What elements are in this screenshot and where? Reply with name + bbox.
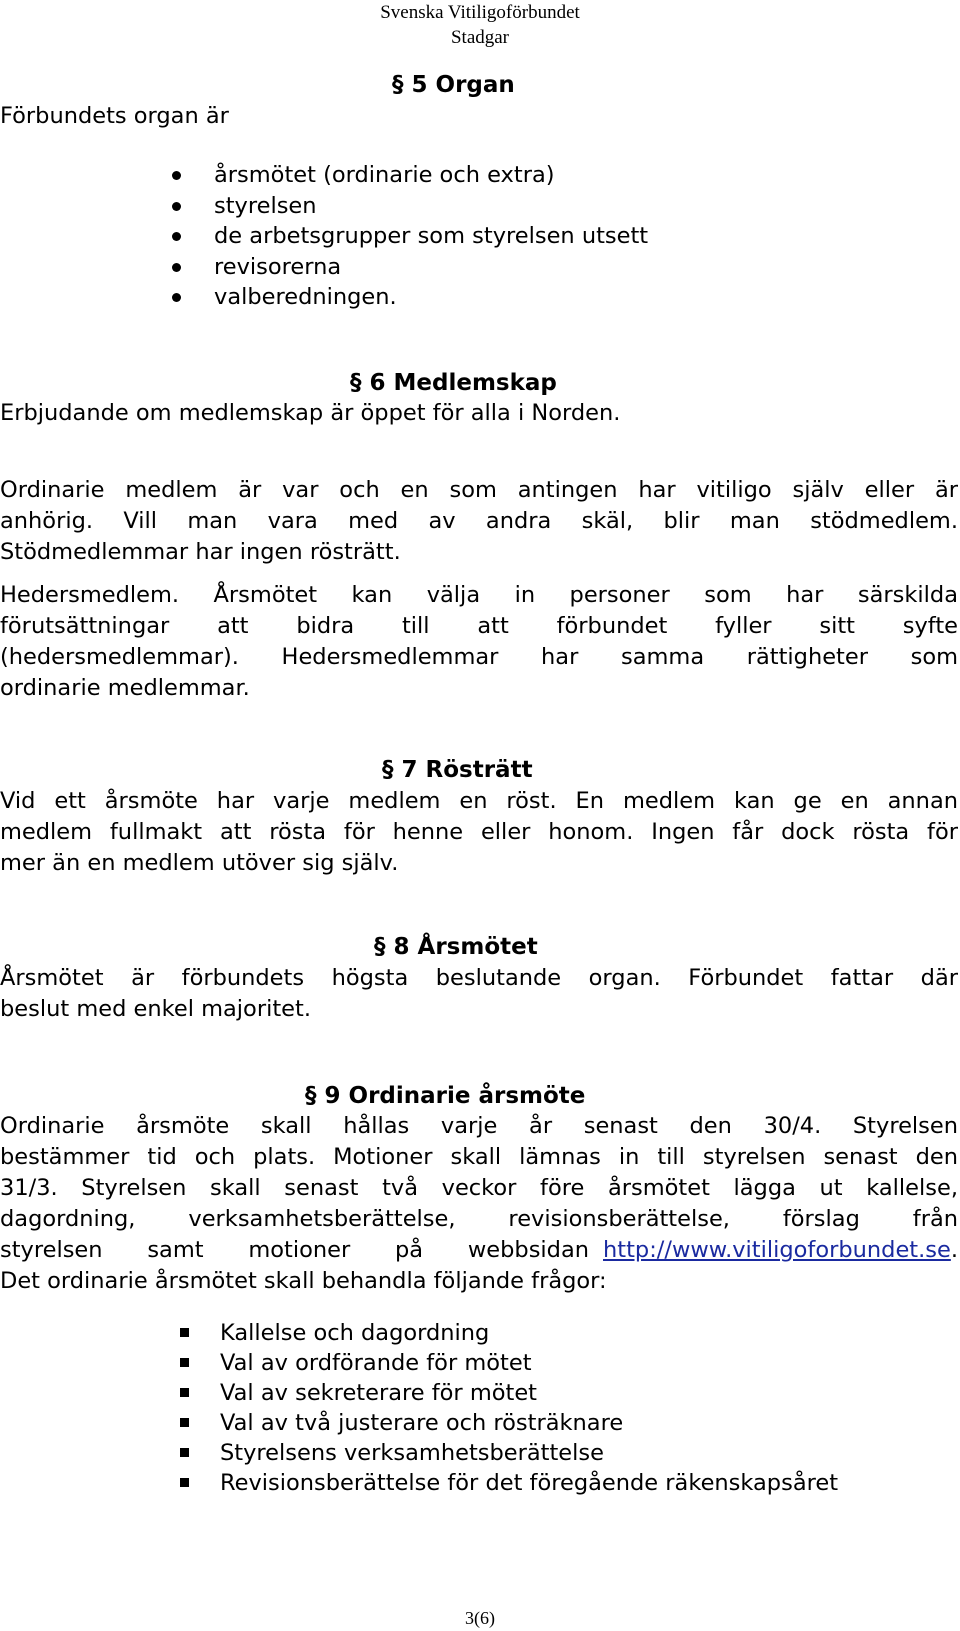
- page-number: 3(6): [465, 1608, 495, 1628]
- section-7-paragraph: [0, 786, 958, 879]
- text-line: Ordinarie medlem är var och en som antingen har vitiligo själv eller är: [0, 477, 958, 503]
- section-9-agenda-list: [180, 1318, 838, 1498]
- website-link[interactable]: http://www.vitiligoforbundet.se: [603, 1237, 951, 1263]
- bullet-dot-icon: [172, 202, 181, 211]
- section-5-list: [172, 160, 648, 313]
- text-line: Ordinarie årsmöte skall hållas varje år senast den 30/4. Styrelsen: [0, 1113, 958, 1139]
- text-line: Vid ett årsmöte har varje medlem en röst. En medlem kan ge en annan: [0, 788, 958, 814]
- header-doc: Stadgar: [450, 27, 510, 48]
- text-line: anhörig. Vill man vara med av andra skäl, blir man stödmedlem.: [0, 508, 958, 534]
- list-item: Styrelsens verksamhetsberättelse: [180, 1438, 838, 1468]
- bullet-square-icon: [180, 1418, 189, 1427]
- bullet-dot-icon: [172, 171, 181, 180]
- list-item: Revisionsberättelse för det föregående räkenskapsåret: [180, 1468, 838, 1498]
- bullet-square-icon: [180, 1388, 189, 1397]
- list-item: Val av två justerare och rösträknare: [180, 1408, 838, 1438]
- section-6-paragraph-3: [0, 580, 958, 704]
- text-line: Stödmedlemmar har ingen rösträtt.: [0, 539, 401, 565]
- section-8-heading: § 8 Årsmötet: [374, 934, 538, 960]
- text-line: mer än en medlem utöver sig själv.: [0, 850, 399, 876]
- bullet-square-icon: [180, 1478, 189, 1487]
- bullet-dot-icon: [172, 232, 181, 241]
- list-item: de arbetsgrupper som styrelsen utsett: [172, 221, 648, 252]
- bullet-square-icon: [180, 1328, 189, 1337]
- list-item: valberedningen.: [172, 282, 648, 313]
- bullet-square-icon: [180, 1448, 189, 1457]
- list-item: revisorerna: [172, 252, 648, 283]
- text-line: ordinarie medlemmar.: [0, 675, 250, 701]
- text-line: Årsmötet är förbundets högsta beslutande organ. Förbundet fattar där: [0, 965, 958, 991]
- bullet-dot-icon: [172, 263, 181, 272]
- bullet-dot-icon: [172, 293, 181, 302]
- text-line: medlem fullmakt att rösta för henne eller honom. Ingen får dock rösta för: [0, 819, 958, 845]
- section-9-heading: § 9 Ordinarie årsmöte: [305, 1083, 586, 1109]
- text-line: 31/3. Styrelsen skall senast två veckor före årsmötet lägga ut kallelse,: [0, 1175, 958, 1201]
- text-line: Det ordinarie årsmötet skall behandla följande frågor:: [0, 1268, 607, 1294]
- section-9-paragraph: [0, 1111, 958, 1297]
- header-org: Svenska Vitiligoförbundet: [380, 2, 580, 23]
- section-6-heading: § 6 Medlemskap: [350, 370, 557, 396]
- text-line: dagordning, verksamhetsberättelse, revisionsberättelse, förslag från: [0, 1206, 958, 1232]
- bullet-square-icon: [180, 1358, 189, 1367]
- list-item: årsmötet (ordinarie och extra): [172, 160, 648, 191]
- text-line: (hedersmedlemmar). Hedersmedlemmar har samma rättigheter som: [0, 644, 958, 670]
- text-line: styrelsen samt motioner på webbsidan http://www.vitiligoforbundet.se.: [0, 1237, 958, 1263]
- text-line: förutsättningar att bidra till att förbundet fyller sitt syfte: [0, 613, 958, 639]
- section-5-heading: § 5 Organ: [392, 72, 515, 98]
- text-line: beslut med enkel majoritet.: [0, 996, 311, 1022]
- text-line: Hedersmedlem. Årsmötet kan välja in personer som har särskilda: [0, 582, 958, 608]
- list-item: styrelsen: [172, 191, 648, 222]
- section-6-line1: Erbjudande om medlemskap är öppet för alla i Norden.: [0, 400, 621, 426]
- text-line: bestämmer tid och plats. Motioner skall lämnas in till styrelsen senast den: [0, 1144, 958, 1170]
- list-item: Val av sekreterare för mötet: [180, 1378, 838, 1408]
- list-item: Kallelse och dagordning: [180, 1318, 838, 1348]
- section-6-paragraph-2: [0, 475, 958, 568]
- section-5-intro: Förbundets organ är: [0, 103, 229, 129]
- section-8-paragraph: [0, 963, 958, 1025]
- section-7-heading: § 7 Rösträtt: [382, 757, 533, 783]
- page-header: [0, 0, 960, 50]
- list-item: Val av ordförande för mötet: [180, 1348, 838, 1378]
